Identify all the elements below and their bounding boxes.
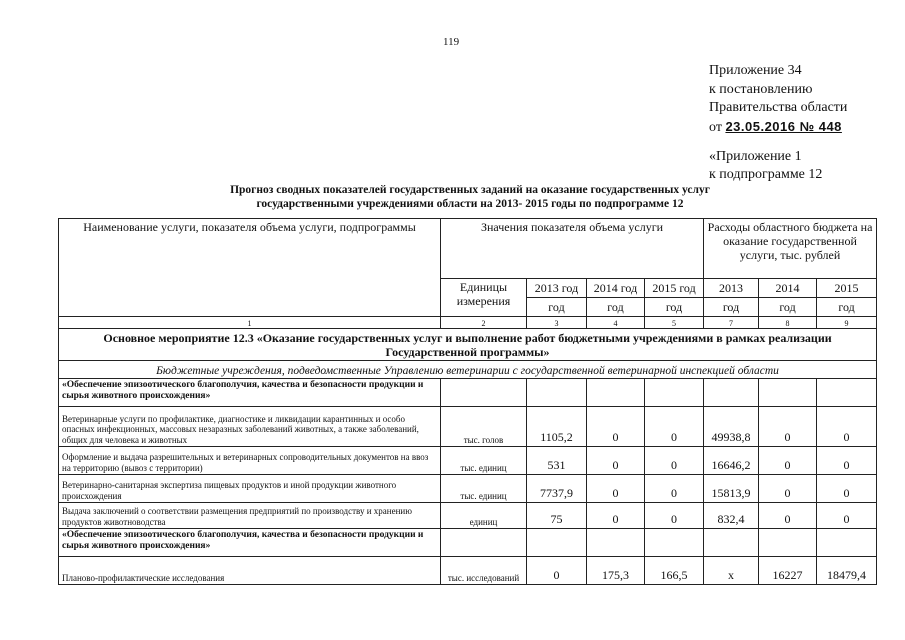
unit: единиц xyxy=(441,503,527,529)
unit: тыс. голов xyxy=(441,407,527,447)
table-row xyxy=(59,503,877,529)
decree-date: 23.05.2016 № 448 xyxy=(725,118,842,134)
appendix-line1: Приложение 34 xyxy=(709,63,802,78)
appendix-line2: к постановлению xyxy=(709,81,813,97)
header-values: Значения показателя объема услуги xyxy=(441,219,704,279)
group-heading: «Обеспечение эпизоотического благополучия, качества и безопасности продукции и сырья животного происхождения» xyxy=(59,379,441,407)
empty-cell xyxy=(587,379,645,407)
header-exp-2014: 2014 xyxy=(759,279,817,298)
col-index: 8 xyxy=(759,317,817,329)
header-year-suffix: год xyxy=(645,298,704,317)
expense-2013: х xyxy=(704,557,759,585)
table-row xyxy=(59,447,877,475)
title-line1: Прогноз сводных показателей государственных заданий на оказание государственных услуг xyxy=(230,184,710,196)
appendix-date-line xyxy=(709,118,847,138)
expense-2015: 0 xyxy=(817,503,877,529)
empty-cell xyxy=(441,379,527,407)
empty-cell xyxy=(759,379,817,407)
header-year-suffix: год xyxy=(527,298,587,317)
expense-2014: 16227 xyxy=(759,557,817,585)
col-index: 3 xyxy=(527,317,587,329)
header-year-2015: 2015 год xyxy=(645,279,704,298)
empty-cell xyxy=(527,529,587,557)
sub-appendix-line2: к подпрограмме 12 xyxy=(709,167,823,182)
empty-cell xyxy=(704,529,759,557)
header-exp-2015: 2015 xyxy=(817,279,877,298)
date-prefix: от xyxy=(709,119,722,135)
service-name: Планово-профилактические исследования xyxy=(59,557,441,585)
expense-2014: 0 xyxy=(759,475,817,503)
col-index: 1 xyxy=(59,317,441,329)
empty-cell xyxy=(587,529,645,557)
service-name: Оформление и выдача разрешительных и ветеринарных сопроводительных документов на ввоз на территорию (вывоз с территории) xyxy=(59,447,441,475)
header-year-suffix: год xyxy=(587,298,645,317)
expense-2015: 0 xyxy=(817,407,877,447)
value-2015: 0 xyxy=(645,503,704,529)
header-year-2013: 2013 год xyxy=(527,279,587,298)
empty-cell xyxy=(527,379,587,407)
value-2015: 0 xyxy=(645,447,704,475)
title-line2: государственными учреждениями области на 2013- 2015 годы по подпрограмме 12 xyxy=(256,198,684,210)
value-2015: 0 xyxy=(645,475,704,503)
header-expenses: Расходы областного бюджета на оказание государственной услуги, тыс. рублей xyxy=(704,219,877,279)
empty-cell xyxy=(759,529,817,557)
expense-2014: 0 xyxy=(759,407,817,447)
expense-2015: 18479,4 xyxy=(817,557,877,585)
col-index: 5 xyxy=(645,317,704,329)
col-index: 2 xyxy=(441,317,527,329)
header-exp-2013: 2013 xyxy=(704,279,759,298)
value-2014: 175,3 xyxy=(587,557,645,585)
value-2015: 166,5 xyxy=(645,557,704,585)
institutions-row: Бюджетные учреждения, подведомственные Управлению ветеринарии с государственной ветеринарной инспекцией области xyxy=(59,361,877,379)
service-name: Ветеринарно-санитарная экспертиза пищевых продуктов и иной продукции животного происхождения xyxy=(59,475,441,503)
expense-2015: 0 xyxy=(817,447,877,475)
col-index: 9 xyxy=(817,317,877,329)
expense-2013: 15813,9 xyxy=(704,475,759,503)
section-heading: Основное мероприятие 12.3 «Оказание государственных услуг и выполнение работ бюджетными учреждениями в рамках реализации Государственной программы» xyxy=(59,329,877,361)
value-2013: 0 xyxy=(527,557,587,585)
col-index: 7 xyxy=(704,317,759,329)
value-2014: 0 xyxy=(587,475,645,503)
header-exp-suffix: год xyxy=(759,298,817,317)
appendix-block xyxy=(709,62,847,137)
expense-2013: 832,4 xyxy=(704,503,759,529)
unit: тыс. единиц xyxy=(441,447,527,475)
page-number: 119 xyxy=(443,36,460,48)
column-index-row xyxy=(59,317,877,329)
empty-cell xyxy=(817,379,877,407)
sub-appendix-block xyxy=(709,148,822,184)
empty-cell xyxy=(704,379,759,407)
col-index: 4 xyxy=(587,317,645,329)
table-row xyxy=(59,407,877,447)
expense-2015: 0 xyxy=(817,475,877,503)
expense-2013: 16646,2 xyxy=(704,447,759,475)
empty-cell xyxy=(645,379,704,407)
header-exp-suffix: год xyxy=(704,298,759,317)
expense-2014: 0 xyxy=(759,503,817,529)
value-2015: 0 xyxy=(645,407,704,447)
expense-2014: 0 xyxy=(759,447,817,475)
value-2013: 7737,9 xyxy=(527,475,587,503)
value-2014: 0 xyxy=(587,407,645,447)
table-row xyxy=(59,557,877,585)
header-exp-suffix: год xyxy=(817,298,877,317)
header-units: Единицы измерения xyxy=(441,279,527,317)
empty-cell xyxy=(817,529,877,557)
unit: тыс. единиц xyxy=(441,475,527,503)
group-heading: «Обеспечение эпизоотического благополучия, качества и безопасности продукции и сырья животного происхождения» xyxy=(59,529,441,557)
sub-appendix-line1: «Приложение 1 xyxy=(709,149,802,164)
value-2013: 1105,2 xyxy=(527,407,587,447)
value-2013: 75 xyxy=(527,503,587,529)
value-2014: 0 xyxy=(587,447,645,475)
service-name: Ветеринарные услуги по профилактике, диагностике и ликвидации карантинных и особо опасных инфекционных, массовых незаразных заболеваний животных, а также заболеваний, общих для человека и животных xyxy=(59,407,441,447)
value-2014: 0 xyxy=(587,503,645,529)
empty-cell xyxy=(645,529,704,557)
document-title xyxy=(160,183,780,211)
table-row xyxy=(59,475,877,503)
forecast-table xyxy=(58,218,877,585)
service-name: Выдача заключений о соответствии размещения предприятий по производству и хранению продуктов животноводства xyxy=(59,503,441,529)
appendix-line3: Правительства области xyxy=(709,100,848,115)
value-2013: 531 xyxy=(527,447,587,475)
header-year-2014: 2014 год xyxy=(587,279,645,298)
header-name: Наименование услуги, показателя объема услуги, подпрограммы xyxy=(59,219,441,317)
empty-cell xyxy=(441,529,527,557)
expense-2013: 49938,8 xyxy=(704,407,759,447)
unit: тыс. исследований xyxy=(441,557,527,585)
